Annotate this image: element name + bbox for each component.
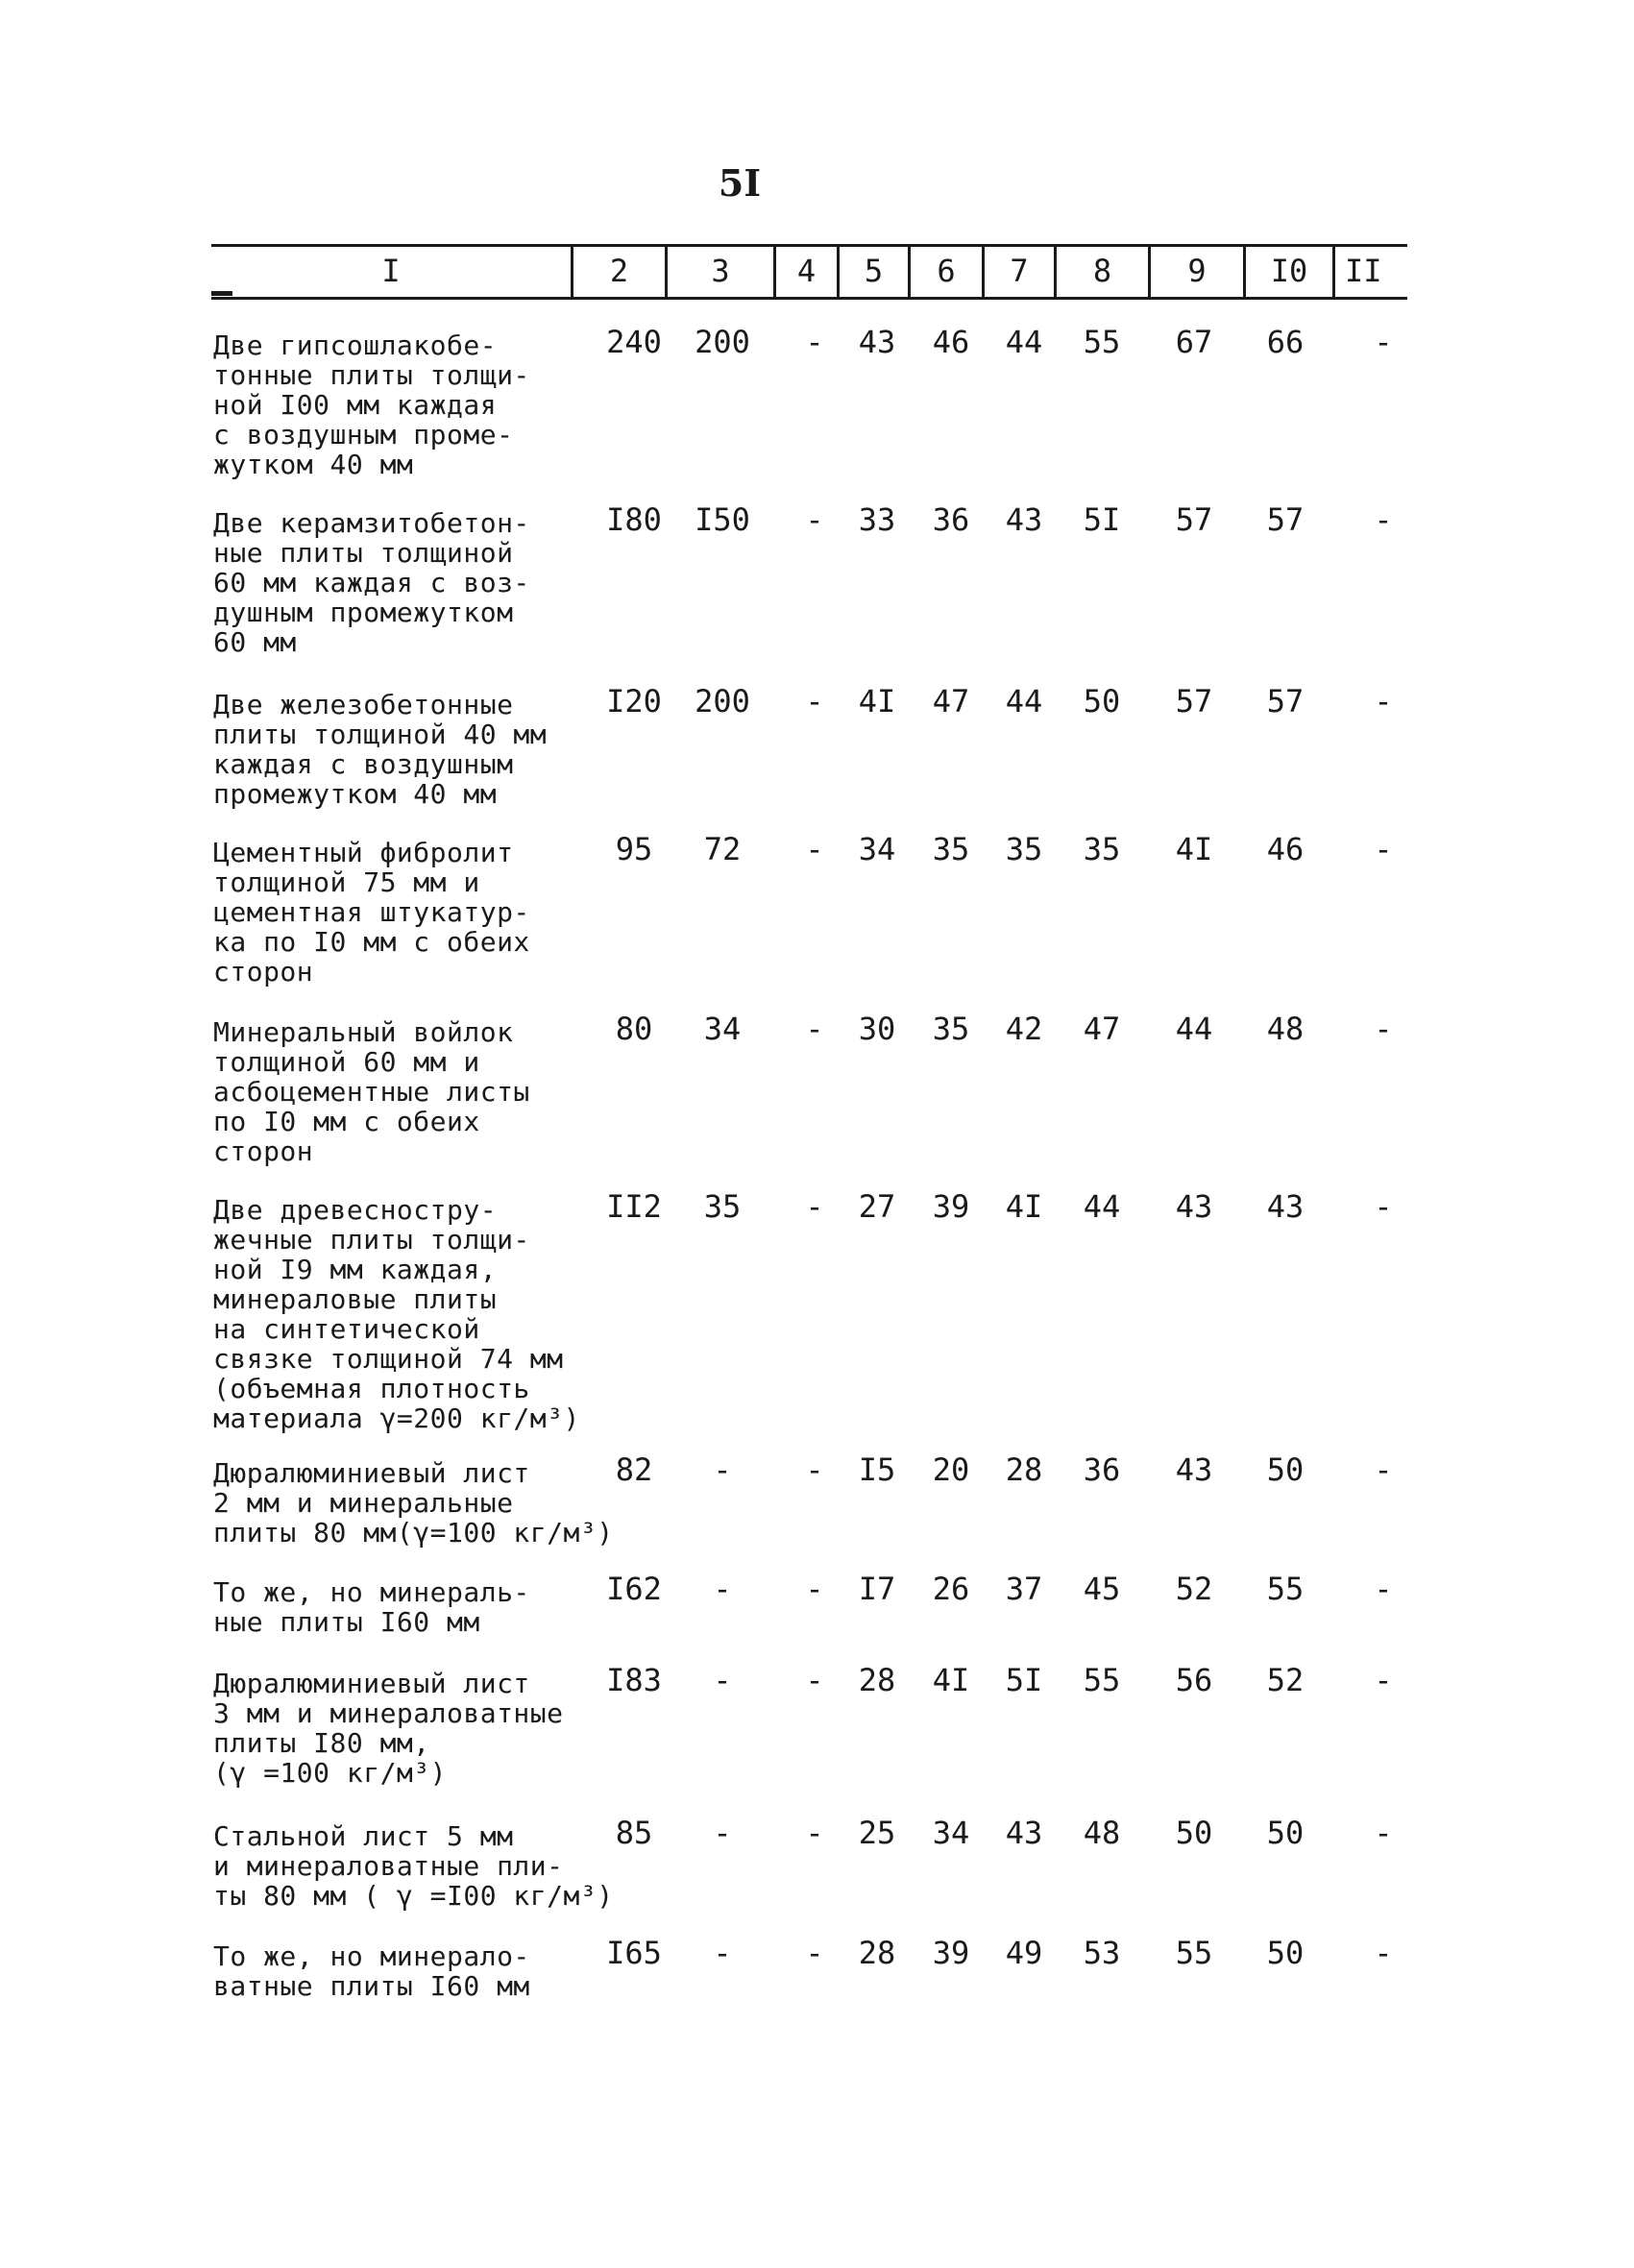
cell-col-2: 240 (606, 324, 662, 360)
cell-col-3: - (713, 1815, 732, 1851)
cell-col-5: 27 (858, 1188, 896, 1225)
column-header-10: I0 (1246, 246, 1335, 297)
cell-col-8: 44 (1083, 1188, 1121, 1225)
cell-col-11: - (1374, 1815, 1393, 1851)
cell-col-8: 35 (1083, 831, 1121, 867)
cell-col-4: - (805, 1815, 824, 1851)
cell-col-6: 35 (932, 1011, 970, 1047)
cell-col-7: 49 (1005, 1935, 1043, 1971)
cell-col-9: 56 (1175, 1662, 1213, 1698)
cell-col-9: 57 (1175, 683, 1213, 719)
cell-col-11: - (1374, 1571, 1393, 1607)
cell-col-8: 5I (1083, 501, 1121, 538)
cell-col-3: 200 (695, 324, 750, 360)
cell-col-8: 50 (1083, 683, 1121, 719)
cell-col-4: - (805, 1451, 824, 1488)
cell-col-8: 45 (1083, 1571, 1121, 1607)
cell-col-9: 55 (1175, 1935, 1213, 1971)
row-description: Дюралюминиевый лист 3 мм и минераловатные плиты I80 мм, (γ =100 кг/м³) (213, 1668, 564, 1789)
cell-col-5: 30 (858, 1011, 896, 1047)
cell-col-2: I65 (606, 1935, 662, 1971)
row-description: Две керамзитобетон- ные плиты толщиной 60 мм каждая с воз- душным промежутком 60 мм (213, 507, 530, 658)
cell-col-6: 4I (932, 1662, 970, 1698)
row-description: То же, но минераль- ные плиты I60 мм (213, 1576, 530, 1638)
column-header-7: 7 (985, 246, 1057, 297)
cell-col-2: 85 (615, 1815, 653, 1851)
cell-col-6: 34 (932, 1815, 970, 1851)
cell-col-4: - (805, 1935, 824, 1971)
cell-col-6: 39 (932, 1188, 970, 1225)
cell-col-3: 35 (703, 1188, 742, 1225)
cell-col-3: 200 (695, 683, 750, 719)
cell-col-7: 4I (1005, 1188, 1043, 1225)
cell-col-10: 50 (1266, 1815, 1305, 1851)
cell-col-11: - (1374, 1935, 1393, 1971)
cell-col-11: - (1374, 1011, 1393, 1047)
cell-col-9: 43 (1175, 1188, 1213, 1225)
cell-col-4: - (805, 683, 824, 719)
cell-col-2: 95 (615, 831, 653, 867)
row-description: То же, но минерало- ватные плиты I60 мм (213, 1940, 530, 2002)
cell-col-9: 57 (1175, 501, 1213, 538)
cell-col-4: - (805, 1188, 824, 1225)
row-description: Две гипсошлакобе- тонные плиты толщи- ной I00 мм каждая с воздушным проме- жутком 40 мм (213, 329, 530, 480)
cell-col-9: 52 (1175, 1571, 1213, 1607)
cell-col-11: - (1374, 324, 1393, 360)
cell-col-4: - (805, 831, 824, 867)
cell-col-7: 43 (1005, 1815, 1043, 1851)
cell-col-11: - (1374, 1451, 1393, 1488)
cell-col-9: 44 (1175, 1011, 1213, 1047)
cell-col-7: 43 (1005, 501, 1043, 538)
cell-col-8: 48 (1083, 1815, 1121, 1851)
cell-col-7: 44 (1005, 683, 1043, 719)
cell-col-10: 50 (1266, 1451, 1305, 1488)
cell-col-8: 55 (1083, 324, 1121, 360)
cell-col-3: - (713, 1451, 732, 1488)
cell-col-8: 53 (1083, 1935, 1121, 1971)
cell-col-4: - (805, 1662, 824, 1698)
cell-col-6: 47 (932, 683, 970, 719)
cell-col-9: 50 (1175, 1815, 1213, 1851)
cell-col-8: 36 (1083, 1451, 1121, 1488)
cell-col-10: 57 (1266, 683, 1305, 719)
column-header-4: 4 (776, 246, 840, 297)
cell-col-5: I5 (858, 1451, 896, 1488)
cell-col-10: 52 (1266, 1662, 1305, 1698)
cell-col-5: 43 (858, 324, 896, 360)
row-description: Дюралюминиевый лист 2 мм и минеральные плиты 80 мм(γ=100 кг/м³) (213, 1457, 614, 1549)
cell-col-10: 66 (1266, 324, 1305, 360)
cell-col-10: 46 (1266, 831, 1305, 867)
cell-col-3: - (713, 1571, 732, 1607)
cell-col-9: 67 (1175, 324, 1213, 360)
row-description: Стальной лист 5 мм и минераловатные пли- ты 80 мм ( γ =I00 кг/м³) (213, 1820, 614, 1912)
cell-col-11: - (1374, 501, 1393, 538)
cell-col-2: 80 (615, 1011, 653, 1047)
cell-col-6: 39 (932, 1935, 970, 1971)
column-header-9: 9 (1151, 246, 1246, 297)
cell-col-3: 34 (703, 1011, 742, 1047)
cell-col-7: 35 (1005, 831, 1043, 867)
cell-col-11: - (1374, 1662, 1393, 1698)
cell-col-4: - (805, 324, 824, 360)
cell-col-5: 28 (858, 1935, 896, 1971)
cell-col-4: - (805, 1571, 824, 1607)
cell-col-11: - (1374, 683, 1393, 719)
cell-col-2: I80 (606, 501, 662, 538)
cell-col-2: I62 (606, 1571, 662, 1607)
cell-col-5: 34 (858, 831, 896, 867)
row-description: Минеральный войлок толщиной 60 мм и асбоцементные листы по I0 мм с обеих сторон (213, 1016, 530, 1167)
cell-col-2: I20 (606, 683, 662, 719)
cell-col-5: 25 (858, 1815, 896, 1851)
row-description: Цементный фибролит толщиной 75 мм и цементная штукатур- ка по I0 мм с обеих сторон (213, 837, 530, 988)
cell-col-10: 48 (1266, 1011, 1305, 1047)
column-header-6: 6 (911, 246, 985, 297)
cell-col-3: I50 (695, 501, 750, 538)
column-header-11: II (1345, 253, 1382, 289)
cell-col-4: - (805, 1011, 824, 1047)
column-header-8: 8 (1057, 246, 1151, 297)
cell-col-3: - (713, 1662, 732, 1698)
cell-col-10: 57 (1266, 501, 1305, 538)
cell-col-7: 42 (1005, 1011, 1043, 1047)
cell-col-11: - (1374, 1188, 1393, 1225)
cell-col-2: II2 (606, 1188, 662, 1225)
cell-col-3: - (713, 1935, 732, 1971)
cell-col-10: 55 (1266, 1571, 1305, 1607)
cell-col-8: 47 (1083, 1011, 1121, 1047)
cell-col-7: 5I (1005, 1662, 1043, 1698)
page-number: 5I (718, 161, 762, 205)
cell-col-5: 4I (858, 683, 896, 719)
cell-col-2: I83 (606, 1662, 662, 1698)
cell-col-3: 72 (703, 831, 742, 867)
row-description: Две железобетонные плиты толщиной 40 мм каждая с воздушным промежутком 40 мм (213, 689, 548, 810)
column-header-1: I (211, 246, 573, 297)
cell-col-7: 37 (1005, 1571, 1043, 1607)
cell-col-7: 44 (1005, 324, 1043, 360)
cell-col-6: 46 (932, 324, 970, 360)
cell-col-6: 35 (932, 831, 970, 867)
cell-col-6: 36 (932, 501, 970, 538)
cell-col-9: 4I (1175, 831, 1213, 867)
column-header-2: 2 (573, 246, 668, 297)
column-header-3: 3 (668, 246, 776, 297)
cell-col-5: 28 (858, 1662, 896, 1698)
cell-col-9: 43 (1175, 1451, 1213, 1488)
cell-col-6: 20 (932, 1451, 970, 1488)
table-header-rule (211, 297, 1407, 300)
cell-col-10: 50 (1266, 1935, 1305, 1971)
cell-col-10: 43 (1266, 1188, 1305, 1225)
cell-col-8: 55 (1083, 1662, 1121, 1698)
cell-col-7: 28 (1005, 1451, 1043, 1488)
cell-col-11: - (1374, 831, 1393, 867)
cell-col-5: 33 (858, 501, 896, 538)
cell-col-5: I7 (858, 1571, 896, 1607)
cell-col-2: 82 (615, 1451, 653, 1488)
cell-col-4: - (805, 501, 824, 538)
row-description: Две древесностру- жечные плиты толщи- ной I9 мм каждая, минераловые плиты на синтетической связке толщиной 74 мм (объемная плотность материала γ=200 кг/м³) (213, 1194, 580, 1434)
cell-col-6: 26 (932, 1571, 970, 1607)
column-header-5: 5 (840, 246, 911, 297)
